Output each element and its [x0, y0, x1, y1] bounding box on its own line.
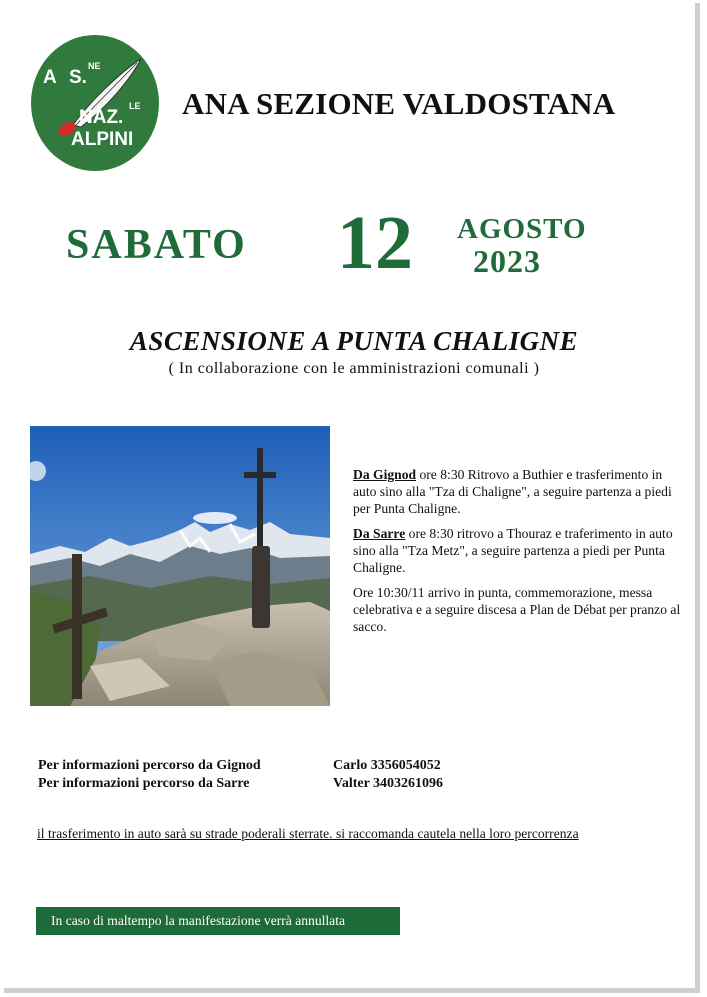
contact-label: Per informazioni percorso da Sarre	[38, 776, 250, 791]
summit-photo	[30, 426, 330, 706]
date-year: 2023	[473, 243, 541, 279]
itinerary-place: Da Gignod	[353, 467, 417, 482]
date-day-name: SABATO	[66, 222, 247, 268]
logo-sup-ne: NE	[88, 61, 101, 71]
itinerary-text: ore 8:30 ritrovo a Thouraz e traferimento in auto sino alla "Tza Metz", a seguire partenza a piedi per Punta Chaligne.	[353, 526, 673, 575]
logo-text-a: A	[43, 67, 57, 88]
contact-row	[38, 775, 598, 793]
ana-logo	[29, 33, 161, 173]
event-subtitle: ( In collaborazione con le amministrazioni comunali )	[168, 360, 540, 377]
flyer-page	[4, 3, 700, 993]
summit-photo-graphic	[30, 426, 330, 706]
logo-text-naz: NAZ.	[79, 107, 124, 128]
itinerary-text: ore 8:30 Ritrovo a Buthier e trasferimento in auto sino alla "Tza di Chaligne", a seguire partenza a piedi per Punta Chaligne.	[353, 467, 672, 516]
contact-person: Carlo 3356054052	[333, 758, 441, 773]
contact-row	[38, 757, 598, 775]
itinerary-item	[353, 466, 683, 517]
date-month: AGOSTO	[457, 213, 587, 245]
logo-text-alpini: ALPINI	[71, 129, 134, 150]
contact-person: Valter 3403261096	[333, 776, 444, 791]
itinerary-item	[353, 525, 683, 576]
contact-label: Per informazioni percorso da Gignod	[38, 758, 261, 773]
itinerary-text: Ore 10:30/11 arrivo in punta, commemorazione, messa celebrativa e a seguire discesa a Plan de Débat per pranzo al sacco.	[353, 585, 681, 634]
organization-title: ANA SEZIONE VALDOSTANA	[182, 86, 616, 121]
weather-banner: In caso di maltempo la manifestazione verrà annullata	[36, 907, 400, 935]
logo-text-s: S.	[69, 67, 87, 88]
date-day-number: 12	[337, 201, 413, 285]
itinerary-place: Da Sarre	[353, 526, 406, 541]
event-title: ASCENSIONE A PUNTA CHALIGNE	[129, 326, 579, 356]
itinerary	[353, 466, 683, 643]
logo-sup-le: LE	[129, 101, 141, 111]
ana-logo-graphic	[29, 33, 161, 173]
itinerary-item	[353, 584, 683, 635]
road-notice: il trasferimento in auto sarà su strade poderali sterrate. si raccomanda cautela nella loro percorrenza	[37, 826, 579, 841]
contacts	[38, 757, 598, 793]
